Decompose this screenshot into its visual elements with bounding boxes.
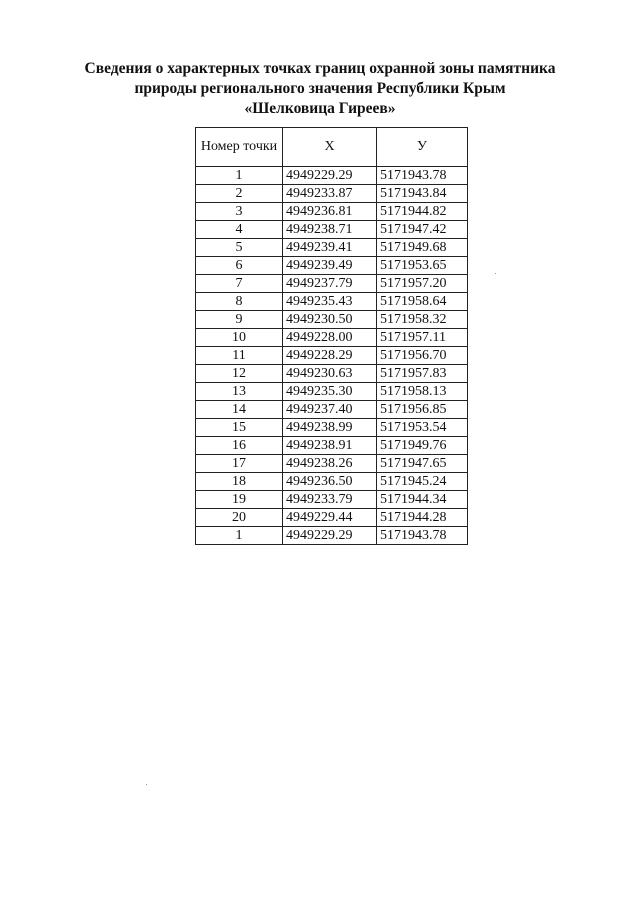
cell-x: 4949228.00: [283, 329, 377, 347]
cell-y: 5171953.65: [377, 257, 468, 275]
cell-y: 5171957.20: [377, 275, 468, 293]
cell-point-number: 5: [196, 239, 283, 257]
cell-y: 5171956.70: [377, 347, 468, 365]
cell-x: 4949230.50: [283, 311, 377, 329]
cell-point-number: 9: [196, 311, 283, 329]
table-row: [196, 473, 468, 491]
cell-y: 5171958.32: [377, 311, 468, 329]
cell-x: 4949235.43: [283, 293, 377, 311]
scan-speck: [146, 784, 147, 785]
cell-x: 4949237.79: [283, 275, 377, 293]
table-row: [196, 509, 468, 527]
cell-x: 4949229.29: [283, 527, 377, 545]
cell-point-number: 2: [196, 185, 283, 203]
cell-point-number: 8: [196, 293, 283, 311]
cell-y: 5171944.82: [377, 203, 468, 221]
cell-point-number: 7: [196, 275, 283, 293]
table-row: [196, 329, 468, 347]
cell-point-number: 13: [196, 383, 283, 401]
cell-x: 4949238.71: [283, 221, 377, 239]
cell-x: 4949233.87: [283, 185, 377, 203]
cell-y: 5171958.64: [377, 293, 468, 311]
cell-point-number: 11: [196, 347, 283, 365]
table-row: [196, 167, 468, 185]
cell-point-number: 15: [196, 419, 283, 437]
cell-point-number: 16: [196, 437, 283, 455]
header-point-number: Номер точки: [196, 128, 283, 167]
title-line-1: Сведения о характерных точках границ охранной зоны памятника: [84, 60, 556, 77]
table-row: [196, 293, 468, 311]
table-row: [196, 311, 468, 329]
cell-x: 4949233.79: [283, 491, 377, 509]
cell-y: 5171949.68: [377, 239, 468, 257]
cell-x: 4949228.29: [283, 347, 377, 365]
cell-point-number: 1: [196, 527, 283, 545]
table-row: [196, 419, 468, 437]
cell-y: 5171956.85: [377, 401, 468, 419]
cell-point-number: 1: [196, 167, 283, 185]
cell-y: 5171958.13: [377, 383, 468, 401]
cell-y: 5171943.84: [377, 185, 468, 203]
cell-x: 4949238.91: [283, 437, 377, 455]
cell-y: 5171945.24: [377, 473, 468, 491]
table-row: [196, 383, 468, 401]
table-body: [196, 167, 468, 545]
cell-x: 4949239.41: [283, 239, 377, 257]
scan-speck: [495, 273, 496, 274]
cell-point-number: 17: [196, 455, 283, 473]
header-x: Х: [283, 128, 377, 167]
table-row: [196, 401, 468, 419]
cell-point-number: 20: [196, 509, 283, 527]
table-row: [196, 527, 468, 545]
cell-point-number: 3: [196, 203, 283, 221]
cell-point-number: 4: [196, 221, 283, 239]
cell-x: 4949236.50: [283, 473, 377, 491]
cell-y: 5171949.76: [377, 437, 468, 455]
table-header-row: [196, 128, 468, 167]
table-row: [196, 491, 468, 509]
title-line-2: природы регионального значения Республики Крым: [134, 80, 506, 97]
title-line-3: «Шелковица Гиреев»: [244, 100, 396, 117]
cell-x: 4949229.44: [283, 509, 377, 527]
cell-y: 5171944.34: [377, 491, 468, 509]
cell-x: 4949237.40: [283, 401, 377, 419]
table-row: [196, 347, 468, 365]
cell-x: 4949239.49: [283, 257, 377, 275]
cell-y: 5171947.42: [377, 221, 468, 239]
cell-y: 5171947.65: [377, 455, 468, 473]
table-row: [196, 185, 468, 203]
table-row: [196, 455, 468, 473]
table-row: [196, 239, 468, 257]
cell-point-number: 18: [196, 473, 283, 491]
header-y: У: [377, 128, 468, 167]
cell-x: 4949238.26: [283, 455, 377, 473]
cell-x: 4949235.30: [283, 383, 377, 401]
cell-point-number: 12: [196, 365, 283, 383]
cell-y: 5171943.78: [377, 527, 468, 545]
table-row: [196, 203, 468, 221]
table-row: [196, 221, 468, 239]
cell-y: 5171944.28: [377, 509, 468, 527]
cell-x: 4949229.29: [283, 167, 377, 185]
cell-x: 4949236.81: [283, 203, 377, 221]
table-row: [196, 275, 468, 293]
cell-point-number: 10: [196, 329, 283, 347]
table-row: [196, 365, 468, 383]
coordinates-table: [195, 127, 468, 545]
cell-point-number: 6: [196, 257, 283, 275]
cell-y: 5171943.78: [377, 167, 468, 185]
cell-point-number: 14: [196, 401, 283, 419]
table-row: [196, 437, 468, 455]
cell-x: 4949230.63: [283, 365, 377, 383]
table-row: [196, 257, 468, 275]
document-title: [0, 59, 640, 119]
cell-y: 5171957.83: [377, 365, 468, 383]
cell-point-number: 19: [196, 491, 283, 509]
cell-x: 4949238.99: [283, 419, 377, 437]
cell-y: 5171957.11: [377, 329, 468, 347]
cell-y: 5171953.54: [377, 419, 468, 437]
